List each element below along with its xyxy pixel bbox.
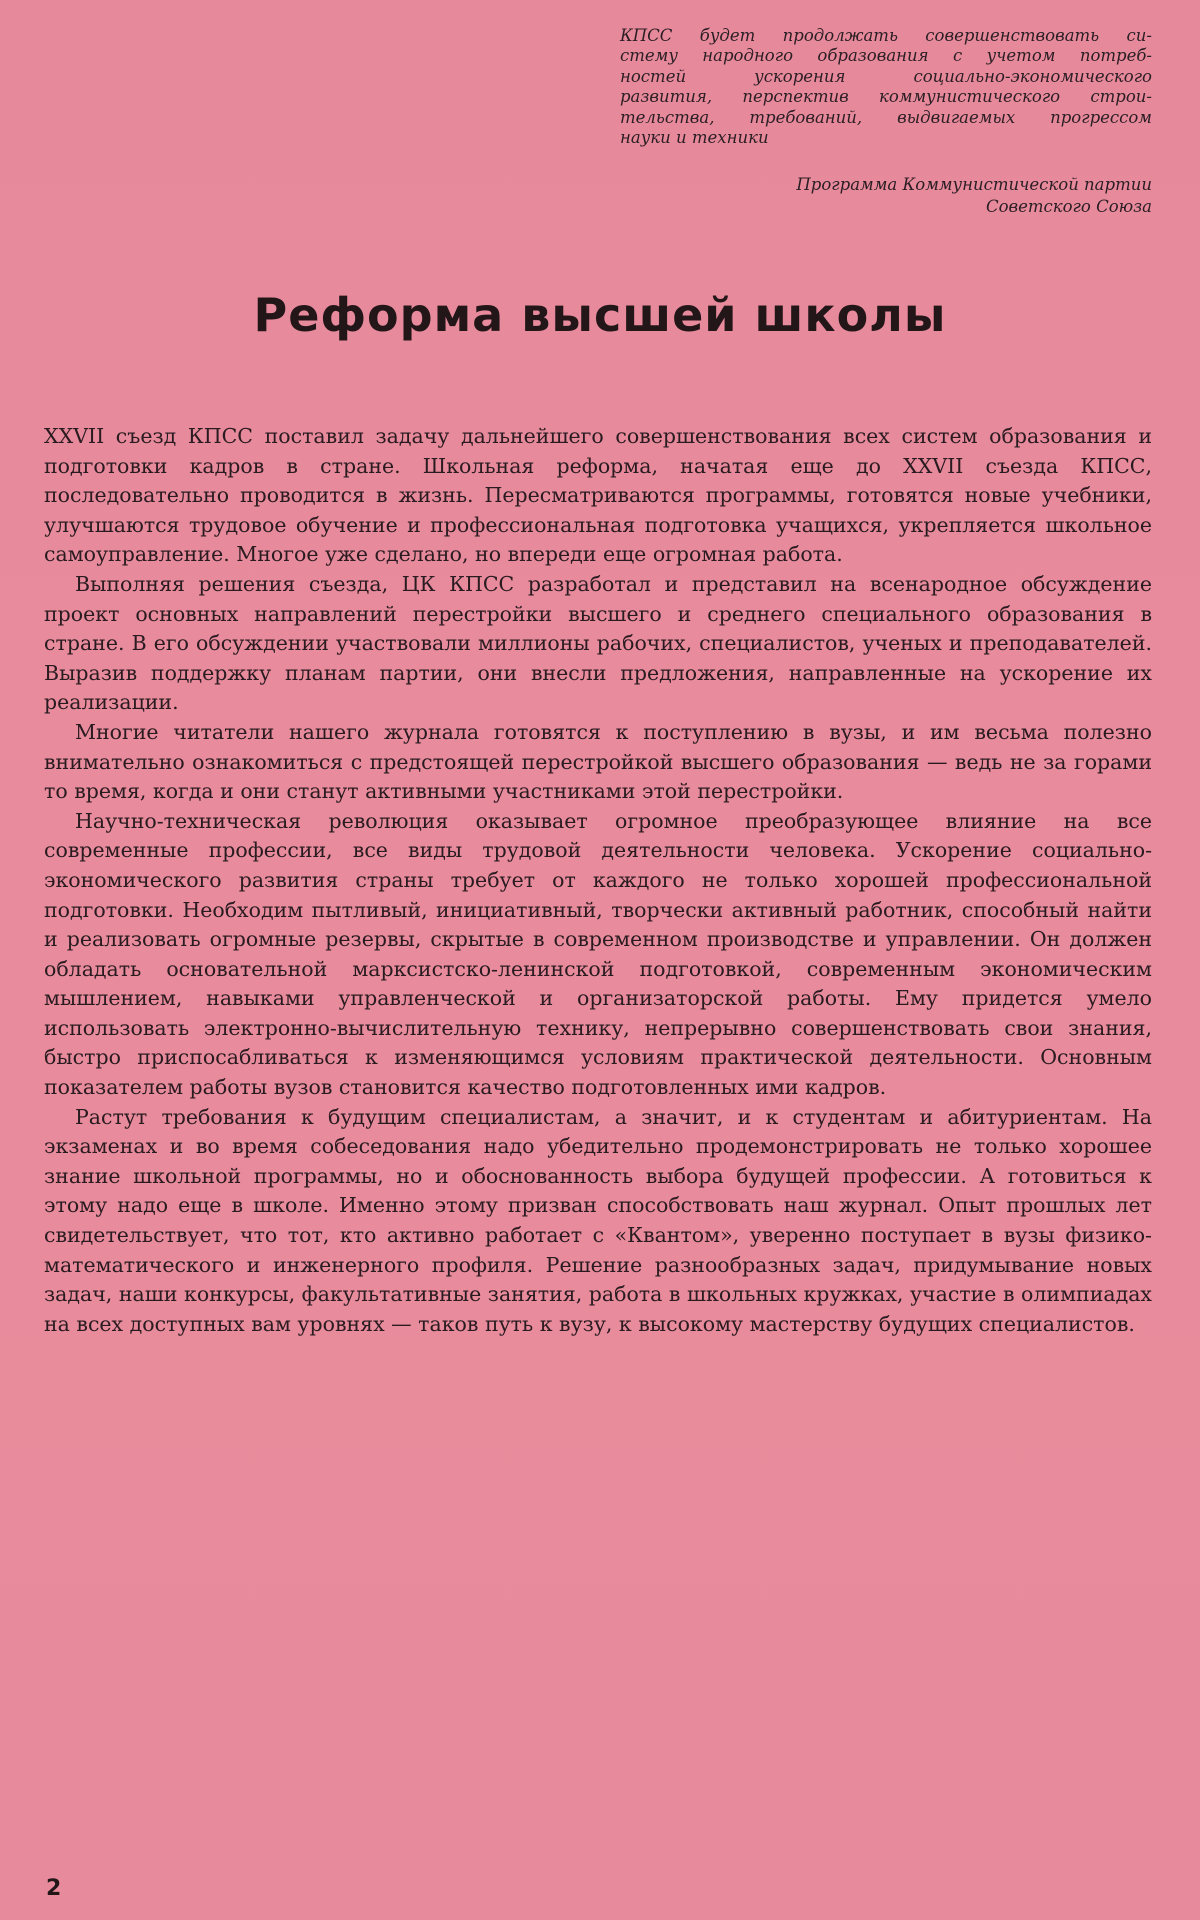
epigraph-line: КПСС будет продолжать совершенствовать си- (620, 26, 1152, 45)
epigraph-attribution (672, 174, 1152, 218)
article-paragraph: Научно-техническая революция оказывает огромное преобразующее влияние на все современные профессии, все виды трудовой деятельности человека. Ускорение социально-экономического развития страны требует от каждого не только хорошей профессиональной подготовки. Необходим пытливый, инициативный, творчески активный работник, способный найти и реализовать огромные резервы, скрытые в современном производстве и управлении. Он должен обладать основательной марксистско-ленинской подготовкой, современным экономическим мышлением, навыками управленческой и организаторской работы. Ему придется умело использовать электронно-вычислительную технику, непрерывно совершенствовать свои знания, быстро приспосабливаться к изменяющимся условиям практической деятельности. Основным показателем работы вузов становится качество подготовленных ими кадров. (44, 808, 1152, 1100)
attribution-line: Советского Союза (985, 197, 1152, 216)
article-paragraph: Выполняя решения съезда, ЦК КПСС разработал и представил на всенародное обсуждение проект основных направлений перестройки высшего и среднего специального образования в стране. В его обсуждении участвовали миллионы рабочих, специалистов, ученых и преподавателей. Выразив поддержку планам партии, они внесли предложения, направленные на ускорение их реализации. (44, 571, 1152, 715)
article-title: Реформа высшей школы (253, 288, 947, 342)
epigraph-line: науки и техники (620, 128, 769, 148)
article-paragraph: Многие читатели нашего журнала готовятся к поступлению в вузы, и им весьма полезно внимательно ознакомиться с предстоящей перестройкой высшего образования — ведь не за горами то время, когда и они станут активными участниками этой перестройки. (44, 719, 1152, 804)
epigraph-line: тельства, требований, выдвигаемых прогрессом (620, 107, 1152, 127)
epigraph-line: ностей ускорения социально-экономического (620, 66, 1152, 86)
attribution-line: Программа Коммунистической партии (796, 175, 1152, 194)
epigraph-line: стему народного образования с учетом потреб- (620, 46, 1152, 66)
article-paragraph: Растут требования к будущим специалистам, а значит, и к студентам и абитуриентам. На экзаменах и во время собеседования надо убедительно продемонстрировать не только хорошее знание школьной программы, но и обоснованность выбора будущей профессии. А готовиться к этому надо еще в школе. Именно этому призван способствовать наш журнал. Опыт прошлых лет свидетельствует, что тот, кто активно работает с «Квантом», уверенно поступает в вузы физико-математического и инженерного профиля. Решение разнообразных задач, придумывание новых задач, наши конкурсы, факультативные занятия, работа в школьных кружках, участие в олимпиадах на всех доступных вам уровнях — таков путь к вузу, к высокому мастерству будущих специалистов. (44, 1104, 1152, 1336)
article-body (44, 422, 1152, 1339)
article-paragraph: XXVII съезд КПСС поставил задачу дальнейшего совершенствования всех систем образования и подготовки кадров в стране. Школьная реформа, начатая еще до XXVII съезда КПСС, последовательно проводится в жизнь. Пересматриваются программы, готовятся новые учебники, улучшаются трудовое обучение и профессиональная подготовка учащихся, укрепляется школьное самоуправление. Многое уже сделано, но впереди еще огромная работа. (44, 424, 1152, 567)
epigraph (620, 26, 1152, 148)
epigraph-line: развития, перспектив коммунистического строи- (620, 87, 1152, 107)
page-number: 2 (46, 1876, 62, 1901)
